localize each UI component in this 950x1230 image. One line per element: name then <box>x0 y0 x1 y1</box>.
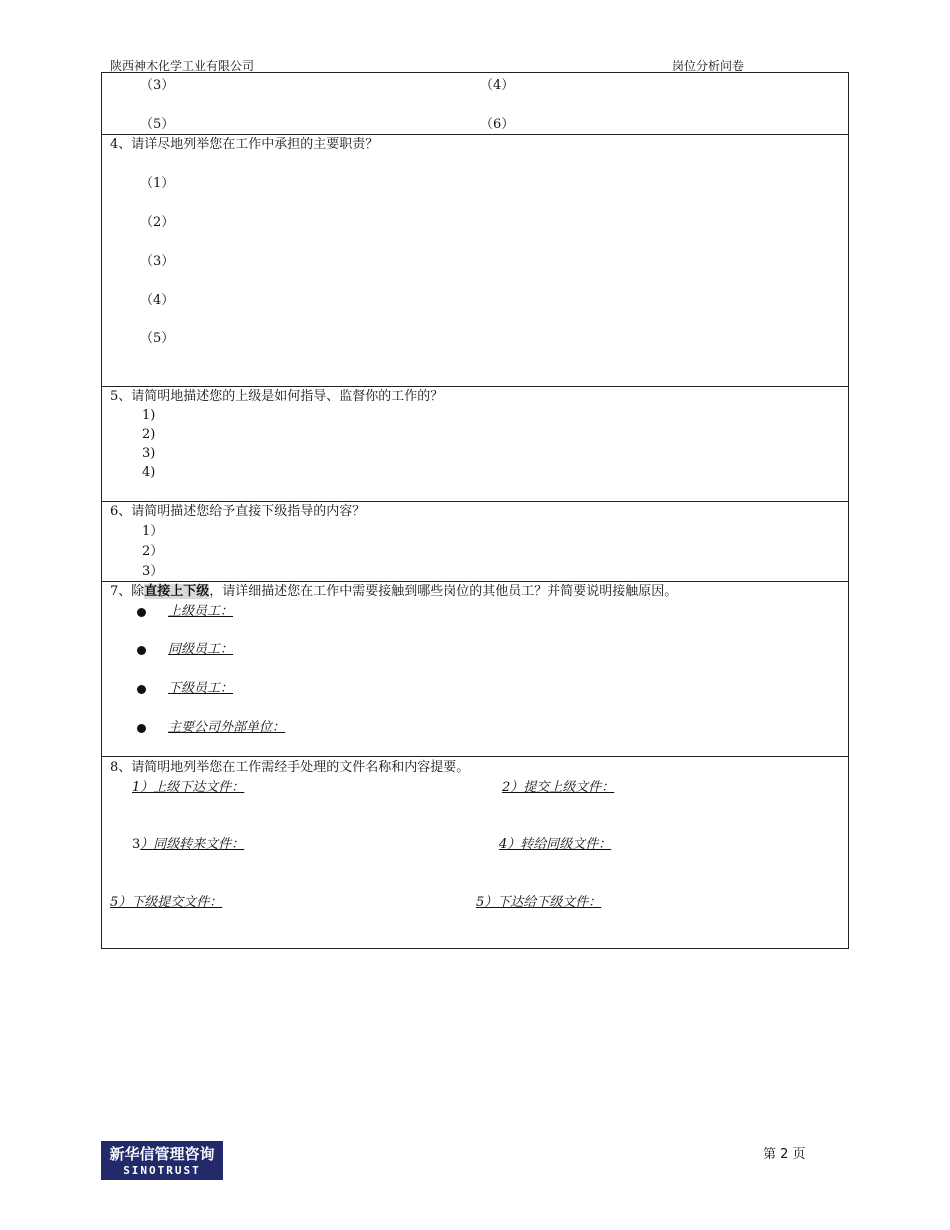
q4-item: （5） <box>140 331 175 346</box>
page-number: 第 2 页 <box>763 1147 806 1162</box>
q3-item-4: （4） <box>480 78 515 93</box>
q7-item-peer: 同级员工： <box>168 642 234 657</box>
q7-item-subordinate: 下级员工： <box>168 681 234 696</box>
bullet-icon <box>137 724 146 733</box>
q5-item: 2) <box>142 427 156 442</box>
q4-item: （4） <box>140 293 175 308</box>
q4-item: （3） <box>140 254 175 269</box>
q5-item: 1) <box>142 408 156 423</box>
q3-item-3: （3） <box>140 78 175 93</box>
q3-item-5: （5） <box>140 117 175 132</box>
q4-item: （2） <box>140 215 175 230</box>
q8-file-to-subordinate: 5）下达给下级文件： <box>476 895 602 910</box>
q6-item: 1） <box>142 524 164 539</box>
q3-item-6: （6） <box>480 117 515 132</box>
q7-item-external: 主要公司外部单位： <box>168 720 286 735</box>
q8-file-from-peer <box>132 837 244 853</box>
q6-item: 3） <box>142 564 164 579</box>
bullet-icon <box>137 685 146 694</box>
q5-item: 3) <box>142 446 156 461</box>
logo-text-en: SINOTRUST <box>123 1164 201 1177</box>
row-divider <box>101 581 849 582</box>
row-divider <box>101 756 849 757</box>
q7-item-superior: 上级员工： <box>168 604 234 619</box>
q4-item: （1） <box>140 176 175 191</box>
logo-text-cn: 新华信管理咨询 <box>109 1145 215 1163</box>
bullet-icon <box>137 608 146 617</box>
row-divider <box>101 134 849 135</box>
q8-file-from-superior: 1）上级下达文件： <box>132 780 245 795</box>
q7-suffix: ，请详细描述您在工作中需要接触到哪些岗位的其他员工？并简要说明接触原因。 <box>209 584 678 599</box>
company-name: 陕西神木化学工业有限公司 <box>110 59 255 73</box>
q5-question: 5、请简明地描述您的上级是如何指导、监督你的工作的？ <box>110 389 444 404</box>
sinotrust-logo <box>101 1141 223 1180</box>
row-divider <box>101 501 849 502</box>
document-title: 岗位分析问卷 <box>672 59 745 73</box>
q8-file-from-peer-label: ）同级转来文件： <box>140 837 245 852</box>
q8-question: 8、请简明地列举您在工作需经手处理的文件名称和内容提要。 <box>110 760 470 775</box>
q7-highlight: 直接上下级 <box>144 584 210 599</box>
row-divider <box>101 386 849 387</box>
q7-question <box>110 584 677 600</box>
q6-question: 6、请简明描述您给予直接下级指导的内容？ <box>110 504 366 519</box>
q8-file-to-superior: 2）提交上级文件： <box>502 780 615 795</box>
q5-item: 4) <box>142 465 156 480</box>
q4-question: 4、请详尽地列举您在工作中承担的主要职责？ <box>110 137 379 152</box>
q6-item: 2） <box>142 544 164 559</box>
q8-file-from-peer-number: 3 <box>132 837 141 852</box>
q7-prefix: 7、除 <box>110 584 145 599</box>
q8-file-from-subordinate: 5）下级提交文件： <box>110 895 223 910</box>
q8-file-to-peer: 4）转给同级文件： <box>499 837 612 852</box>
bullet-icon <box>137 646 146 655</box>
